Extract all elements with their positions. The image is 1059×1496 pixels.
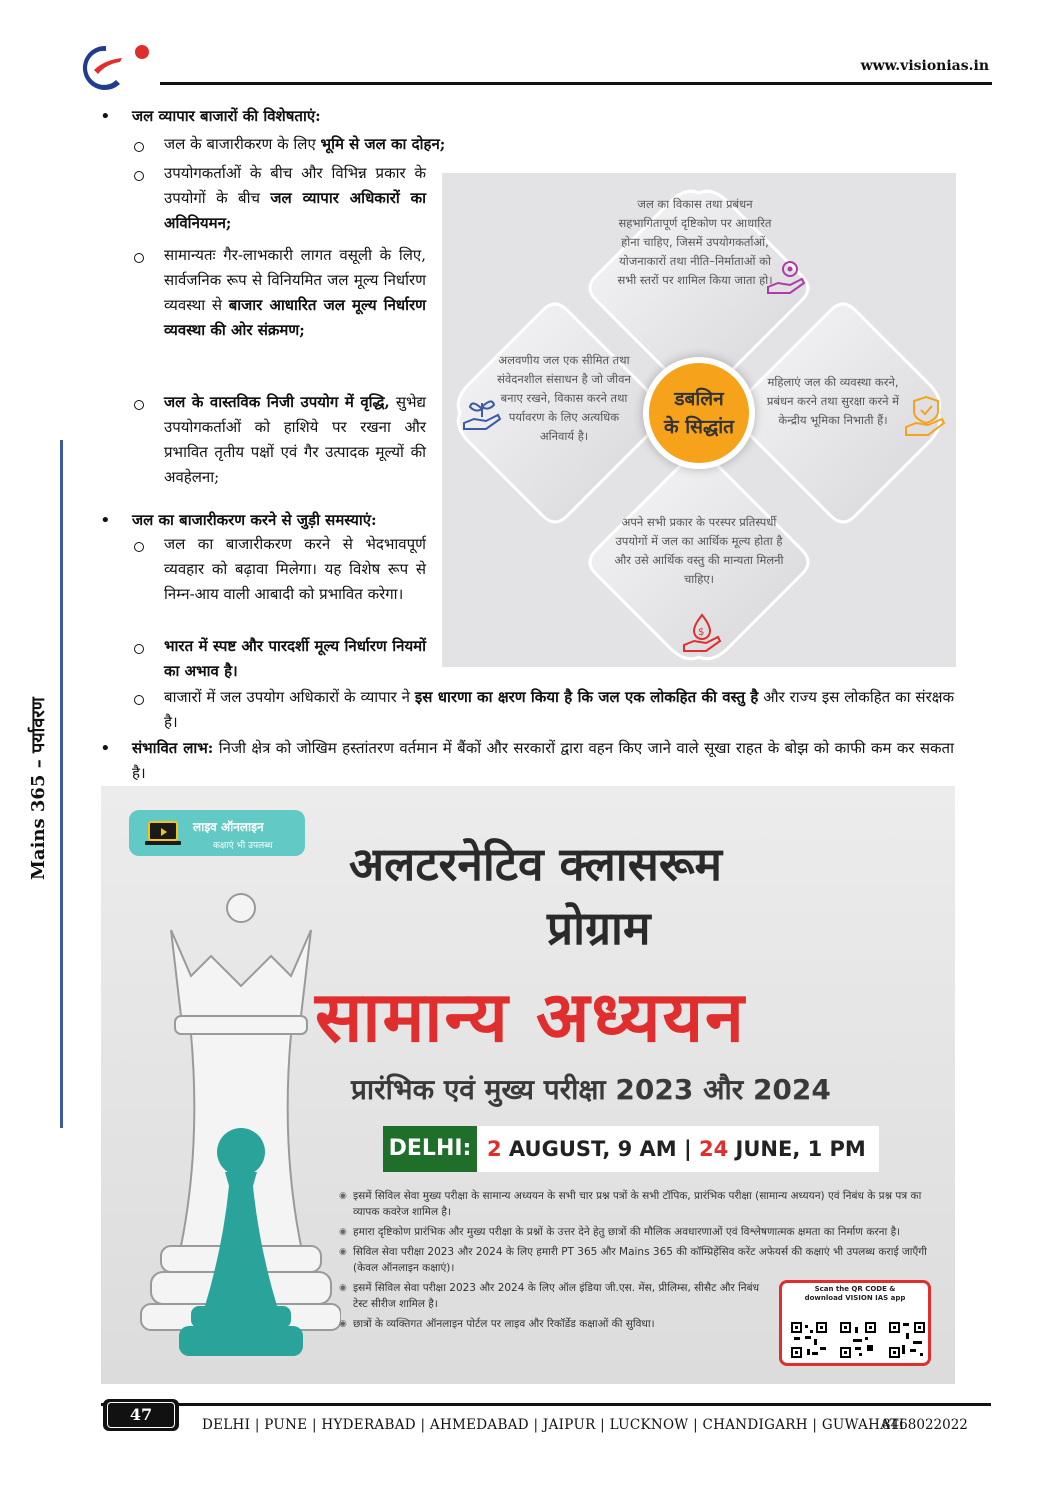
badge-line1: लाइव ऑनलाइन — [193, 820, 264, 834]
bullet-icon: • — [100, 738, 111, 759]
page-number-text: 47 — [129, 1405, 153, 1424]
sub-bullet-icon — [134, 400, 144, 410]
footer-cities: DELHI | PUNE | HYDERABAD | AHMEDABAD | JAIPUR | LUCKNOW | CHANDIGARH | GUWAHATI — [202, 1417, 905, 1433]
ad-feature-item: ◉ हमारा दृष्टिकोण प्रारंभिक और मुख्य परीक्षा के प्रश्नों के उत्तर देने हेतु छात्रों की मौलिक अवधारणाओं एवं विश्लेषणात्मक क्षमता का निर्माण करना है। — [339, 1224, 945, 1240]
plant-hand-icon — [460, 393, 504, 437]
center-title-line1: डबलिन — [674, 388, 724, 410]
qr-code-panel[interactable] — [779, 1280, 931, 1366]
ad-main-title: सामान्य अध्ययन — [315, 976, 746, 1058]
batch-dates: 2 AUGUST, 9 AM | 24 JUNE, 1 PM — [487, 1137, 866, 1161]
center-title-line2: के सिद्धांत — [664, 416, 734, 438]
shield-hand-icon — [902, 393, 948, 439]
sub-bullet-icon — [134, 253, 144, 263]
list-item: जल का बाजारीकरण करने से भेदभावपूर्ण व्यवहार को बढ़ावा मिलेगा। यह विशेष रूप से निम्न-आय वाली आबादी को प्रभावित करेगा। — [164, 535, 426, 603]
footer-rule — [101, 1403, 991, 1406]
qr-code-icon — [839, 1321, 877, 1359]
laptop-icon — [143, 820, 183, 848]
bullet-icon: • — [100, 106, 111, 127]
ad-title-line2: प्रोग्राम — [547, 901, 651, 955]
vision-ias-logo — [80, 40, 160, 90]
side-accent-line — [60, 440, 63, 1128]
svg-text:$: $ — [698, 627, 705, 638]
principle-top-text: जल का विकास तथा प्रबंधन सहभागितापूर्ण दृष्टिकोण पर आधारित होना चाहिए, जिसमें उपयोगकर्ताओं, योजनाकारों तथा नीति–निर्माताओं को सभी स्तरों पर शामिल किया जाता हो। — [617, 197, 773, 287]
ad-subtitle: प्रारंभिक एवं मुख्य परीक्षा 2023 और 2024 — [351, 1073, 831, 1106]
site-url[interactable]: www.visionias.in — [860, 58, 989, 74]
ad-title-line1: अलटरनेटिव क्लासरूम — [349, 837, 723, 891]
ad-feature-item: ◉ सिविल सेवा परीक्षा 2023 और 2024 के लिए हमारी PT 365 और Mains 365 की कॉम्प्रिहेंसिव करेंट अफेयर्स की कक्षाएं भी उपलब्ध कराई जाएँगी (केवल ऑनलाइन कक्षाएं)। — [339, 1244, 939, 1276]
side-section-label: Mains 365 – पर्यावरण — [28, 697, 49, 880]
live-online-badge — [129, 810, 305, 856]
list-item: उपयोगकर्ताओं के बीच और विभिन्न प्रकार के उपयोगों के बीच जल व्यापार अधिकारों का अविनियमन; — [164, 164, 426, 232]
ad-feature-item: ◉ इसमें सिविल सेवा मुख्य परीक्षा के सामान्य अध्ययन के सभी चार प्रश्न पत्रों के सभी टॉपिक, प्रारंभिक परीक्षा (सामान्य अध्ययन) एवं निबंध के प्रश्न पत्र का व्यापक कवरेज शामिल है। — [339, 1188, 945, 1220]
dublin-principles-infographic — [442, 173, 956, 667]
section-paragraph: संभावित लाभ: निजी क्षेत्र को जोखिम हस्तांतरण वर्तमान में बैंकों और सरकारों द्वारा वहन किए जाने वाले सूखा राहत के बोझ को काफी कम कर सकता है। — [132, 739, 954, 782]
principle-left-text: अलवणीय जल एक सीमित तथा संवेदनशील संसाधन है जो जीवन बनाए रखने, विकास करने तथा पर्यावरण के लिए अत्यधिक अनिवार्य है। — [497, 353, 631, 443]
footer-phone[interactable]: 8468022022 — [882, 1417, 968, 1433]
principle-bottom-text: अपने सभी प्रकार के परस्पर प्रतिस्पर्धी उपयोगों में जल का आर्थिक मूल्य होता है और उसे आर्थिक वस्तु की मान्यता मिलनी चाहिए। — [614, 515, 784, 586]
delhi-label: DELHI: — [383, 1126, 477, 1172]
ad-feature-item: ◉ इसमें सिविल सेवा परीक्षा 2023 और 2024 के लिए ऑल इंडिया जी.एस. मेंस, प्रीलिम्स, सीसैट और निबंध टेस्ट सीरीज शामिल है। — [339, 1280, 769, 1312]
bullet-icon: • — [100, 510, 111, 531]
classroom-program-ad[interactable] — [101, 786, 955, 1384]
qr-caption: Scan the QR CODE & download VISION IAS app — [804, 1285, 906, 1302]
ad-feature-item: ◉ छात्रों के व्यक्तिगत ऑनलाइन पोर्टल पर लाइव और रिकॉर्डेड कक्षाओं की सुविधा। — [339, 1316, 769, 1332]
principle-right-text: महिलाएं जल की व्यवस्था करने, प्रबंधन करने तथा सुरक्षा करने में केन्द्रीय भूमिका निभाती हैं। — [766, 375, 900, 427]
page-number — [103, 1399, 179, 1431]
money-drop-hand-icon — [680, 613, 724, 657]
sub-bullet-icon — [134, 542, 144, 552]
list-item: जल के वास्तविक निजी उपयोग में वृद्धि, सुभेद्य उपयोगकर्ताओं को हाशिये पर रखना और प्रभावित तृतीय पक्षों एवं गैर उत्पादक मूल्यों की अवहेलना; — [164, 393, 426, 486]
delhi-schedule-banner — [383, 1126, 879, 1172]
sub-bullet-icon — [134, 142, 144, 152]
sub-bullet-icon — [134, 644, 144, 654]
gear-hand-icon — [764, 255, 808, 299]
header-rule — [160, 82, 992, 85]
qr-code-icon — [888, 1321, 926, 1359]
badge-line2: कक्षाएं भी उपलब्ध — [213, 841, 273, 851]
sub-bullet-icon — [134, 171, 144, 181]
section-heading: जल व्यापार बाजारों की विशेषताएं: — [132, 107, 321, 125]
list-item: जल के बाजारीकरण के लिए भूमि से जल का दोहन; — [164, 135, 446, 153]
chess-queen-pawn-icon — [131, 886, 341, 1376]
list-item: सामान्यतः गैर-लाभकारी लागत वसूली के लिए, सार्वजनिक रूप से विनियमित जल मूल्य निर्धारण व्यवस्था से बाजार आधारित जल मूल्य निर्धारण व्यवस्था की ओर संक्रमण; — [164, 246, 427, 339]
qr-code-icon — [790, 1321, 828, 1359]
section-heading: जल का बाजारीकरण करने से जुड़ी समस्याएं: — [132, 511, 377, 529]
sub-bullet-icon — [134, 695, 144, 705]
list-item: भारत में स्पष्ट और पारदर्शी मूल्य निर्धारण नियमों का अभाव है। — [164, 637, 426, 680]
list-item: बाजारों में जल उपयोग अधिकारों के व्यापार ने इस धारणा का क्षरण किया है कि जल एक लोकहित की वस्तु है और राज्य इस लोकहित का संरक्षक है। — [164, 688, 954, 731]
dublin-center-circle — [643, 357, 755, 469]
